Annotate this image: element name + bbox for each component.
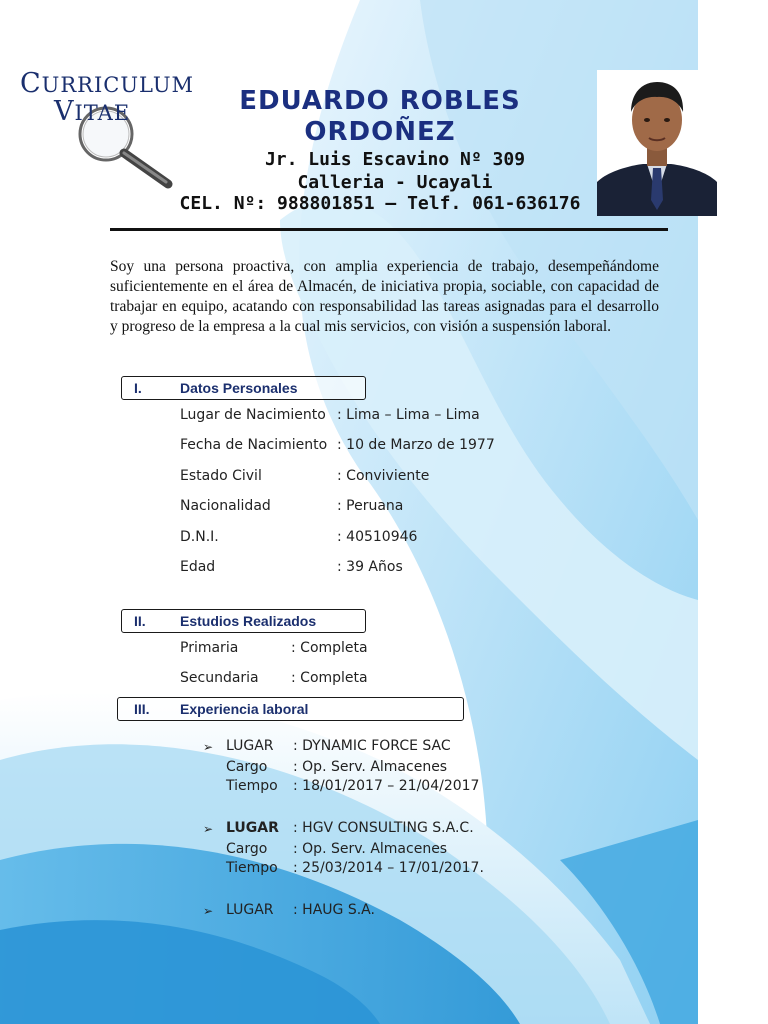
field-value: : Lima – Lima – Lima — [337, 407, 480, 423]
address-line-1: Jr. Luis Escavino Nº 309 — [264, 149, 526, 170]
lugar-label: LUGAR — [226, 902, 274, 918]
cargo-label: Cargo — [226, 759, 268, 775]
cargo-value: : Op. Serv. Almacenes — [293, 759, 448, 775]
lugar-value: : HAUG S.A. — [293, 902, 375, 918]
section-personal-data — [121, 376, 366, 400]
lugar-label: LUGAR — [226, 820, 279, 836]
tiempo-value: : 18/01/2017 – 21/04/2017 — [293, 778, 480, 794]
candidate-name: EDUARDO ROBLES ORDOÑEZ — [239, 86, 521, 147]
lugar-label: LUGAR — [226, 738, 274, 754]
field-value: : 39 Años — [337, 559, 403, 575]
field-value: : Completa — [291, 640, 368, 656]
profile-summary: Soy una persona proactiva, con amplia experiencia de trabajo, desempeñándome suficientemente en el área de Almacén, de iniciativa propia, sociable, con capacidad de trabajar en equipo, acatando con responsabilidad las tareas asignadas para el desarrollo y progreso de la empresa a la cual mis servicios, con visión a suspensión laboral. — [110, 258, 659, 335]
field-value: : 40510946 — [337, 529, 418, 545]
field-value: : 10 de Marzo de 1977 — [337, 437, 495, 453]
section-number: II. — [134, 613, 146, 629]
tiempo-value: : 25/03/2014 – 17/01/2017. — [293, 860, 484, 876]
lugar-value: : DYNAMIC FORCE SAC — [293, 738, 451, 754]
section-title: Estudios Realizados — [180, 613, 317, 629]
section-title: Experiencia laboral — [180, 701, 309, 717]
section-work-experience — [117, 697, 464, 721]
phone-line: CEL. Nº: 988801851 – Telf. 061-636176 — [179, 193, 581, 214]
field-label: Fecha de Nacimiento — [180, 437, 328, 453]
lugar-value: : HGV CONSULTING S.A.C. — [293, 820, 474, 836]
arrow-bullet-icon: ➢ — [203, 740, 214, 754]
logo-line1: CURRICULUM — [20, 68, 195, 99]
field-label: Edad — [180, 559, 216, 575]
address-line-2: Calleria - Ucayali — [297, 172, 493, 193]
section-number: I. — [134, 380, 142, 396]
profile-photo — [597, 70, 717, 216]
arrow-bullet-icon: ➢ — [203, 904, 214, 918]
logo-line2: VITAE — [54, 96, 131, 127]
tiempo-label: Tiempo — [226, 860, 278, 876]
field-value: : Completa — [291, 670, 368, 686]
section-title: Datos Personales — [180, 380, 298, 396]
field-label: Lugar de Nacimiento — [180, 407, 326, 423]
arrow-bullet-icon: ➢ — [203, 822, 214, 836]
cargo-label: Cargo — [226, 841, 268, 857]
curriculum-vitae-logo — [16, 66, 195, 196]
section-number: III. — [134, 701, 150, 717]
field-label: Estado Civil — [180, 468, 262, 484]
field-value: : Conviviente — [337, 468, 430, 484]
field-label: Nacionalidad — [180, 498, 271, 514]
field-value: : Peruana — [337, 498, 404, 514]
field-label: Primaria — [180, 640, 239, 656]
section-studies — [121, 609, 366, 633]
header-divider — [110, 228, 668, 231]
cargo-value: : Op. Serv. Almacenes — [293, 841, 448, 857]
field-label: D.N.I. — [180, 529, 219, 545]
tiempo-label: Tiempo — [226, 778, 278, 794]
field-label: Secundaria — [180, 670, 259, 686]
